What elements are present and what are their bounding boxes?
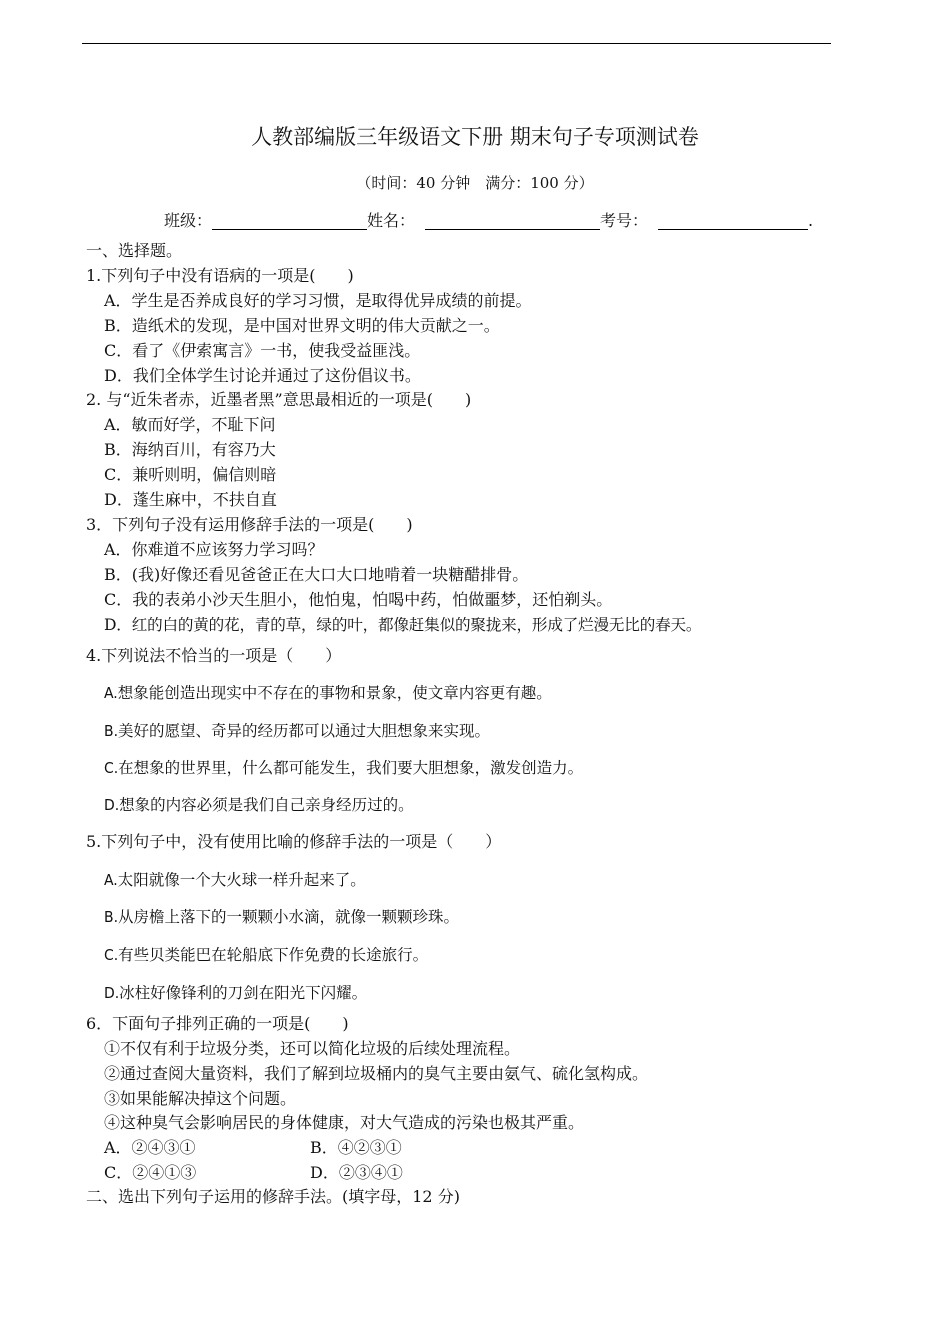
option-c: C.有些贝类能巴在轮船底下作免费的长途旅行。 bbox=[104, 946, 429, 964]
student-info-line bbox=[164, 208, 813, 231]
option-d: D．红的白的黄的花，青的草，绿的叶，都像赶集似的聚拢来，形成了烂漫无比的春天。 bbox=[104, 616, 702, 634]
section-heading: 二、选出下列句子运用的修辞手法。(填字母，12 分) bbox=[86, 1187, 460, 1206]
option-b: B.美好的愿望、奇异的经历都可以通过大胆想象来实现。 bbox=[104, 722, 490, 740]
sentence-4: ④这种臭气会影响居民的身体健康，对大气造成的污染也极其严重。 bbox=[104, 1113, 585, 1132]
id-label: 考号： bbox=[600, 211, 649, 230]
option-a: A．敏而好学，不耻下问 bbox=[104, 415, 276, 434]
option-d: D．我们全体学生讨论并通过了这份倡议书。 bbox=[104, 366, 421, 385]
section-heading: 一、选择题。 bbox=[86, 241, 183, 260]
option-b: B.从房檐上落下的一颗颗小水滴，就像一颗颗珍珠。 bbox=[104, 908, 459, 926]
question-stem: 2. 与“近朱者赤，近墨者黑”意思最相近的一项是( ) bbox=[86, 390, 472, 409]
option-d: D.想象的内容必须是我们自己亲身经历过的。 bbox=[104, 796, 414, 814]
header-rule bbox=[82, 43, 831, 44]
question-stem: 5.下列句子中，没有使用比喻的修辞手法的一项是（ ） bbox=[86, 832, 502, 851]
exam-time-score: （时间：40 分钟 满分：100 分） bbox=[356, 174, 594, 192]
question-stem: 4.下列说法不恰当的一项是（ ） bbox=[86, 646, 342, 665]
option-a: A.想象能创造出现实中不存在的事物和景象，使文章内容更有趣。 bbox=[104, 684, 552, 702]
sentence-3: ③如果能解决掉这个问题。 bbox=[104, 1089, 297, 1108]
option-a: A．你难道不应该努力学习吗？ bbox=[104, 540, 324, 559]
sentence-1: ①不仅有利于垃圾分类，还可以简化垃圾的后续处理流程。 bbox=[104, 1039, 521, 1058]
question-stem: 3．下列句子没有运用修辞手法的一项是( ) bbox=[86, 515, 413, 534]
option-c: C．②④①③ bbox=[104, 1163, 197, 1182]
option-c: C．我的表弟小沙天生胆小，他怕鬼，怕喝中药，怕做噩梦，还怕剃头。 bbox=[104, 590, 613, 609]
option-d: D．蓬生麻中，不扶自直 bbox=[104, 490, 277, 509]
option-a: A．学生是否养成良好的学习习惯，是取得优异成绩的前提。 bbox=[104, 291, 532, 310]
name-label: 姓名： bbox=[367, 211, 416, 230]
class-blank[interactable] bbox=[212, 210, 367, 230]
id-blank[interactable] bbox=[658, 210, 808, 230]
page-title: 人教部编版三年级语文下册 期末句子专项测试卷 bbox=[251, 125, 699, 149]
option-b: B．造纸术的发现，是中国对世界文明的伟大贡献之一。 bbox=[104, 316, 500, 335]
option-c: C.在想象的世界里，什么都可能发生，我们要大胆想象，激发创造力。 bbox=[104, 759, 584, 777]
question-stem: 1.下列句子中没有语病的一项是( ) bbox=[86, 266, 354, 285]
option-a: A．②④③① bbox=[104, 1138, 196, 1157]
option-d: D．②③④① bbox=[310, 1163, 403, 1182]
id-end-dot: . bbox=[808, 211, 814, 230]
name-blank[interactable] bbox=[425, 210, 600, 230]
class-label: 班级： bbox=[164, 211, 213, 230]
option-b: B．海纳百川，有容乃大 bbox=[104, 440, 276, 459]
question-stem: 6．下面句子排列正确的一项是( ) bbox=[86, 1014, 349, 1033]
option-d: D.冰柱好像锋利的刀剑在阳光下闪耀。 bbox=[104, 984, 368, 1002]
option-c: C．兼听则明，偏信则暗 bbox=[104, 465, 277, 484]
option-a: A.太阳就像一个大火球一样升起来了。 bbox=[104, 871, 366, 889]
option-b: B．(我)好像还看见爸爸正在大口大口地啃着一块糖醋排骨。 bbox=[104, 565, 529, 584]
option-b: B．④②③① bbox=[310, 1138, 402, 1157]
option-c: C．看了《伊索寓言》一书，使我受益匪浅。 bbox=[104, 341, 421, 360]
sentence-2: ②通过查阅大量资料，我们了解到垃圾桶内的臭气主要由氨气、硫化氢构成。 bbox=[104, 1064, 649, 1083]
